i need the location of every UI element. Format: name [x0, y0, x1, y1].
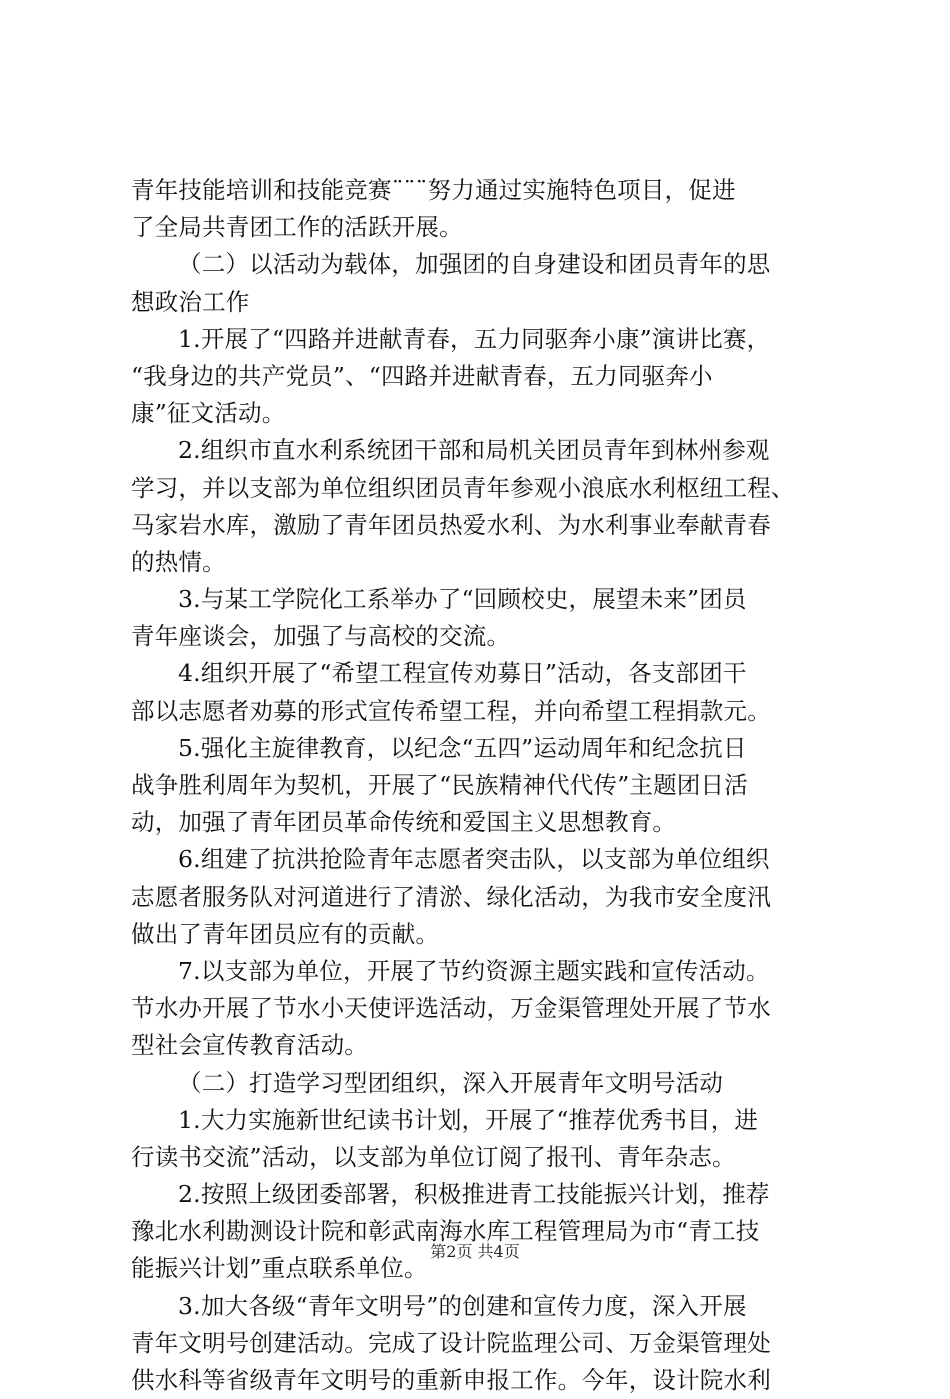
document-body — [131, 172, 831, 1399]
text-line: 康”征文活动。 — [131, 399, 286, 428]
text-line: 马家岩水库，激励了青年团员热爱水利、为水利事业奉献青春 — [131, 510, 771, 539]
list-item-1: 1.大力实施新世纪读书计划，开展了“推荐优秀书目，进 — [178, 1105, 759, 1134]
text-line: 动，加强了青年团员革命传统和爱国主义思想教育。 — [131, 808, 677, 837]
text-line: “我身边的共产党员”、“四路并进献青春，五力同驱奔小 — [131, 361, 713, 390]
list-item-6: 6.组建了抗洪抢险青年志愿者突击队，以支部为单位组织 — [178, 845, 770, 874]
list-item-3: 3.与某工学院化工系举办了“回顾校史，展望未来”团员 — [178, 585, 747, 614]
list-item-4: 4.组织开展了“希望工程宣传劝募日”活动，各支部团干 — [178, 659, 747, 688]
text-line: 的热情。 — [131, 547, 226, 576]
text-line: 节水办开展了节水小天使评选活动，万金渠管理处开展了节水 — [131, 994, 771, 1023]
text-line: 供水科等省级青年文明号的重新申报工作。今年，设计院水利 — [131, 1366, 771, 1394]
section-heading-cont: 想政治工作 — [131, 287, 250, 316]
text-line: 学习，并以支部为单位组织团员青年参观小浪底水利枢纽工程、 — [131, 473, 795, 502]
text-line: 青年技能培训和技能竞赛¨¨¨努力通过实施特色项目，促进 — [131, 176, 736, 204]
section-heading: （二）打造学习型团组织，深入开展青年文明号活动 — [178, 1068, 724, 1097]
list-item-1: 1.开展了“四路并进献青春，五力同驱奔小康”演讲比赛， — [178, 324, 771, 353]
text-line: 志愿者服务队对河道进行了清淤、绿化活动，为我市安全度汛 — [131, 882, 771, 911]
text-line: 战争胜利周年为契机，开展了“民族精神代代传”主题团日活 — [131, 771, 748, 799]
text-line: 豫北水利勘测设计院和彰武南海水库工程管理局为市“青工技 — [131, 1217, 760, 1246]
text-line: 青年文明号创建活动。完成了设计院监理公司、万金渠管理处 — [131, 1328, 771, 1357]
text-line: 能振兴计划”重点联系单位。 — [131, 1254, 428, 1283]
list-item-2: 2.组织市直水利系统团干部和局机关团员青年到林州参观 — [178, 436, 770, 465]
text-line: 行读书交流”活动，以支部为单位订阅了报刊、青年杂志。 — [131, 1142, 736, 1171]
list-item-5: 5.强化主旋律教育，以纪念“五四”运动周年和纪念抗日 — [178, 733, 747, 762]
section-heading: （二）以活动为载体，加强团的自身建设和团员青年的思 — [178, 250, 771, 279]
text-line: 青年座谈会，加强了与高校的交流。 — [131, 622, 511, 651]
text-line: 做出了青年团员应有的贡献。 — [131, 919, 440, 948]
text-line: 了全局共青团工作的活跃开展。 — [131, 213, 463, 242]
list-item-3: 3.加大各级“青年文明号”的创建和宣传力度，深入开展 — [178, 1291, 747, 1320]
list-item-7: 7.以支部为单位，开展了节约资源主题实践和宣传活动。 — [178, 956, 770, 985]
list-item-2: 2.按照上级团委部署，积极推进青工技能振兴计划，推荐 — [178, 1180, 770, 1209]
text-line: 型社会宣传教育活动。 — [131, 1031, 368, 1060]
page-number-footer: 第2页 共4页 — [430, 1242, 520, 1261]
text-line: 部以志愿者劝募的形式宣传希望工程，并向希望工程捐款元。 — [131, 696, 771, 725]
